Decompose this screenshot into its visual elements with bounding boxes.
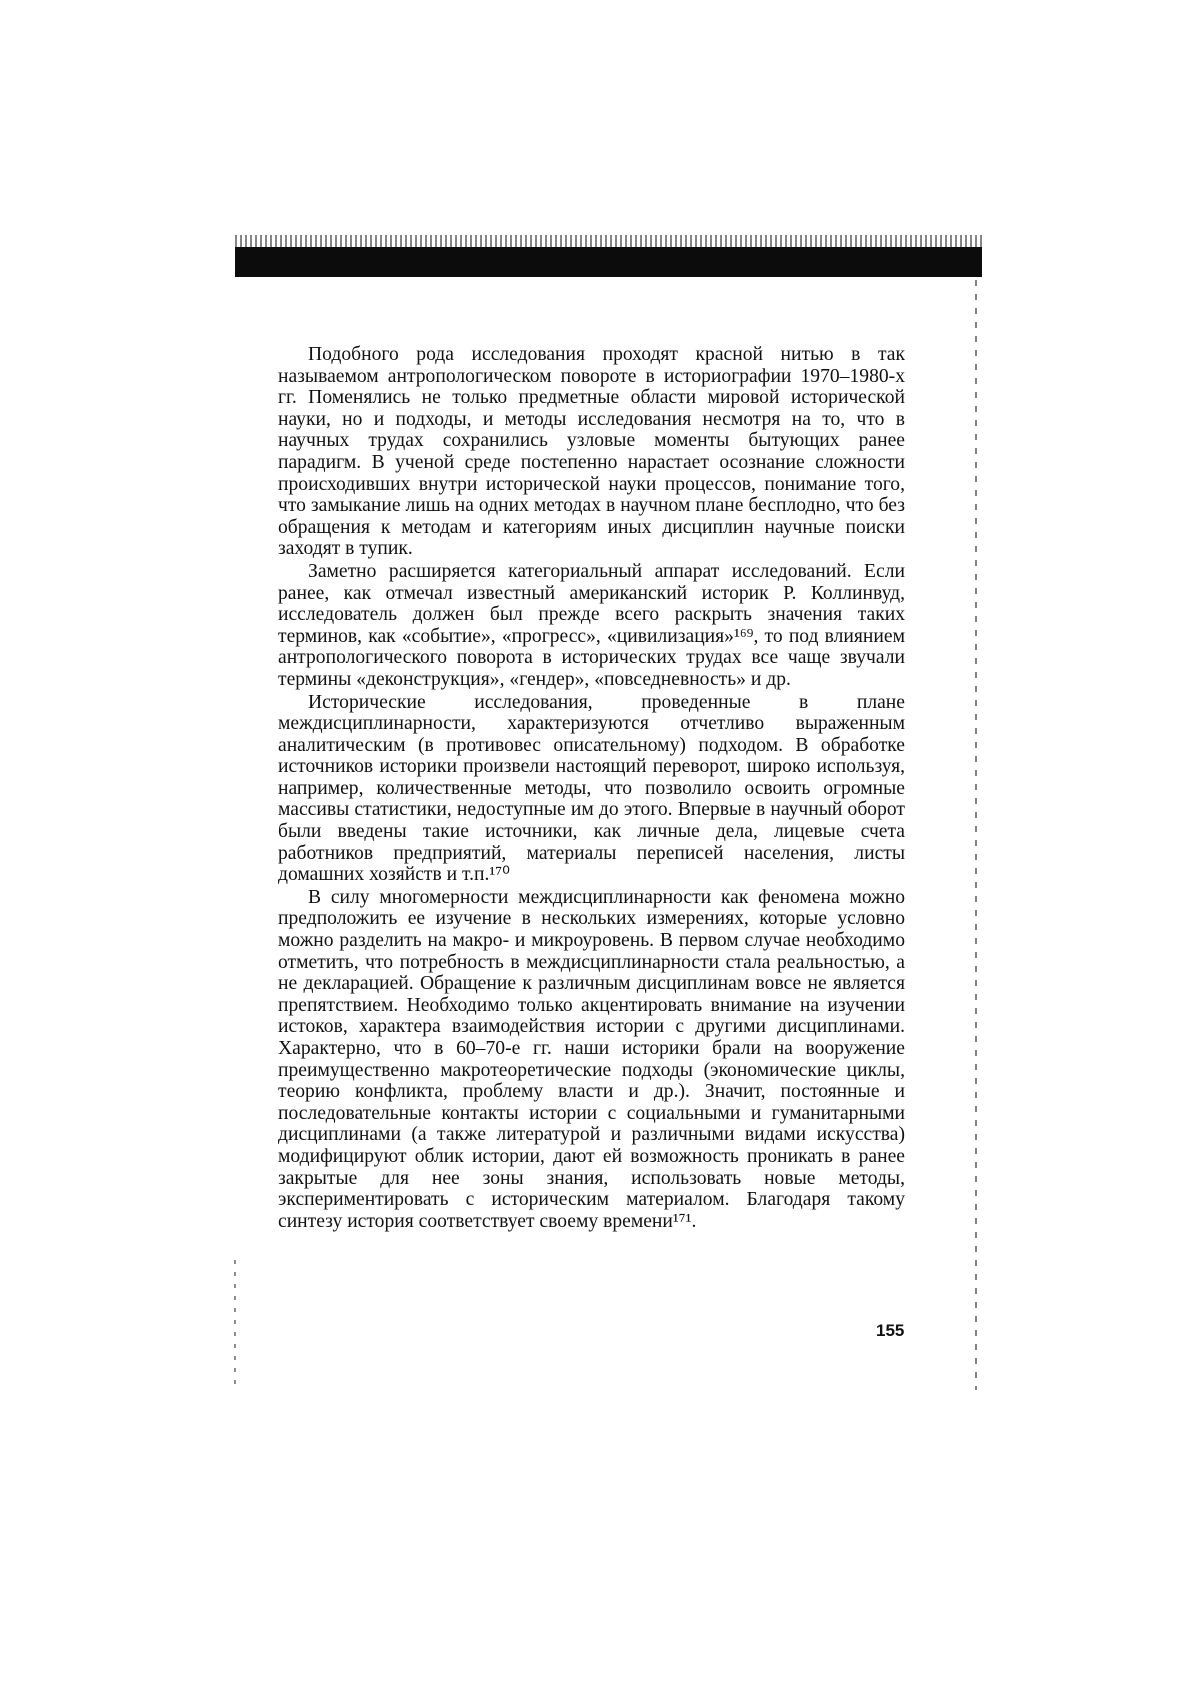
paragraph-1: Подобного рода исследования проходят красной нитью в так называемом антропологическом повороте в историографии 1970–1980-х гг. Поменялись не только предметные области мировой исторической науки, но и подходы, и методы исследования несмотря на то, что в научных трудах сохранились узловые моменты бытующих ранее парадигм. В ученой среде постепенно нарастает осознание сложности происходивших внутри исторической науки процессов, понимание того, что замыкание лишь на одних методах в научном плане бесплодно, что без обращения к методам и категориям иных дисциплин научные поиски заходят в тупик. [278, 344, 905, 560]
header-rule [235, 247, 982, 277]
paragraph-2: Заметно расширяется категориальный аппарат исследований. Если ранее, как отмечал известный американский историк Р. Коллинвуд, исследователь должен был прежде всего раскрыть значения таких терминов, как «событие», «прогресс», «цивилизация»¹⁶⁹, то под влиянием антропологического поворота в исторических трудах все чаще звучали термины «деконструкция», «гендер», «повседневность» и др. [278, 560, 905, 690]
scan-edge-left [234, 1260, 236, 1390]
paragraph-4: В силу многомерности междисциплинарности как феномена можно предположить ее изучение в нескольких измерениях, которые условно можно разделить на макро- и микроуровень. В первом случае необходимо отметить, что потребность в междисциплинарности стала реальностью, а не декларацией. Обращение к различным дисциплинам вовсе не является препятствием. Необходимо только акцентировать внимание на изучении истоков, характера взаимодействия истории с другими дисциплинами. Характерно, что в 60–70-е гг. наши историки брали на вооружение преимущественно макротеоретические подходы (экономические циклы, теорию конфликта, проблему власти и др.). Значит, постоянные и последовательные контакты истории с социальными и гуманитарными дисциплинами (а также литературой и различными видами искусства) модифицируют облик истории, дают ей возможность проникать в ранее закрытые для нее зоны знания, использовать новые методы, экспериментировать с историческим материалом. Благодаря такому синтезу история соответствует своему времени¹⁷¹. [278, 886, 905, 1232]
page-number: 155 [876, 1321, 905, 1340]
scan-edge-right [975, 280, 977, 1390]
paragraph-3: Исторические исследования, проведенные в плане междисциплинарности, характеризуются отчетливо выраженным аналитическим (в противовес описательному) подходом. В обработке источников историки произвели настоящий переворот, широко используя, например, количественные методы, что позволило освоить огромные массивы статистики, недоступные им до этого. Впервые в научный оборот были введены такие источники, как личные дела, лицевые счета работников предприятий, материалы переписей населения, листы домашних хозяйств и т.п.¹⁷⁰ [278, 691, 905, 886]
body-text [278, 344, 905, 1233]
